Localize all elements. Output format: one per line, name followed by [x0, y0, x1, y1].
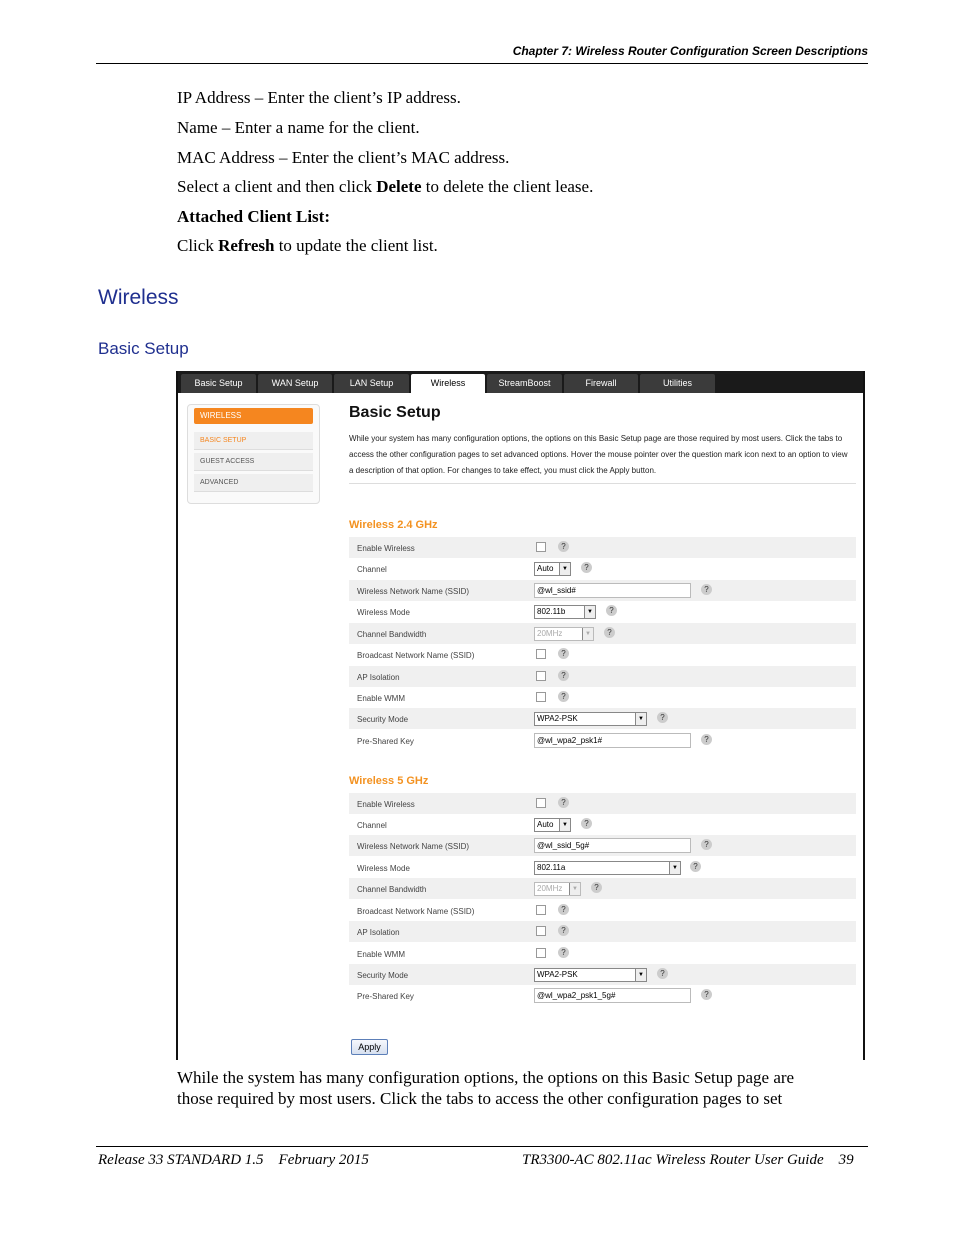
footer-guide-page: TR3300-AC 802.11ac Wireless Router User Guide 39 — [522, 1152, 854, 1168]
chevron-down-icon: ▼ — [559, 819, 570, 831]
subsection-heading-basic-setup: Basic Setup — [98, 339, 189, 358]
chevron-down-icon: ▼ — [569, 883, 580, 895]
section-title-24ghz: Wireless 2.4 GHz — [349, 519, 438, 531]
help-icon[interactable]: ? — [558, 541, 569, 552]
checkbox-5-enable-wireless[interactable] — [536, 798, 546, 808]
row-24-psk: Pre-Shared Key @wl_wpa2_psk1# ? — [349, 730, 856, 751]
row-24-enable-wireless: Enable Wireless ? — [349, 537, 856, 558]
intro-line-1: IP Address – Enter the client’s IP address. — [177, 88, 461, 107]
help-icon[interactable]: ? — [701, 839, 712, 850]
row-5-security: Security Mode WPA2-PSK ▼ ? — [349, 964, 856, 985]
screen-description: While your system has many configuration options, the options on this Basic Setup page are those required by most users. Click the tabs to access the other configuration pages to set advanced options. Hover the mouse pointer over the question mark icon next to an option to view a description of that option. For changes to take effect, you must click the Apply button. — [349, 434, 848, 475]
intro-line-4: Select a client and then click Delete to delete the client lease. — [177, 177, 594, 196]
help-icon[interactable]: ? — [558, 904, 569, 915]
row-5-ssid: Wireless Network Name (SSID) @wl_ssid_5g# ? — [349, 835, 856, 856]
select-24-mode[interactable]: 802.11b ▼ — [534, 605, 596, 619]
tab-bar — [178, 371, 863, 393]
row-5-bandwidth: Channel Bandwidth 20MHz ▼ ? — [349, 878, 856, 899]
tab-utilities[interactable]: Utilities — [640, 374, 715, 393]
row-5-wmm: Enable WMM ? — [349, 943, 856, 964]
row-24-broadcast: Broadcast Network Name (SSID) ? — [349, 644, 856, 665]
chevron-down-icon: ▼ — [635, 713, 646, 725]
chevron-down-icon: ▼ — [669, 862, 680, 874]
select-24-bandwidth[interactable]: 20MHz ▼ — [534, 627, 594, 641]
help-icon[interactable]: ? — [701, 734, 712, 745]
select-24-security[interactable]: WPA2-PSK ▼ — [534, 712, 647, 726]
sidebar-menu — [187, 404, 320, 504]
help-icon[interactable]: ? — [558, 797, 569, 808]
select-5-channel[interactable]: Auto ▼ — [534, 818, 571, 832]
row-24-wmm: Enable WMM ? — [349, 687, 856, 708]
select-24-channel[interactable]: Auto ▼ — [534, 562, 571, 576]
row-5-channel: Channel Auto ▼ ? — [349, 814, 856, 835]
section-heading-wireless: Wireless — [98, 286, 179, 309]
select-5-mode[interactable]: 802.11a ▼ — [534, 861, 681, 875]
sidebar-head[interactable]: WIRELESS — [194, 408, 313, 424]
body-text-line-1: While the system has many configuration options, the options on this Basic Setup page are — [177, 1068, 795, 1087]
tab-wan-setup[interactable]: WAN Setup — [258, 374, 332, 393]
help-icon[interactable]: ? — [690, 861, 701, 872]
sidebar-item-basic-setup[interactable]: BASIC SETUP — [194, 432, 313, 450]
row-24-ssid: Wireless Network Name (SSID) @wl_ssid# ? — [349, 580, 856, 601]
row-5-ap-isolation: AP Isolation ? — [349, 921, 856, 942]
row-5-psk: Pre-Shared Key @wl_wpa2_psk1_5g# ? — [349, 985, 856, 1006]
footer-release: Release 33 STANDARD 1.5 February 2015 — [98, 1152, 369, 1168]
checkbox-5-wmm[interactable] — [536, 948, 546, 958]
input-24-psk[interactable]: @wl_wpa2_psk1# — [534, 733, 691, 748]
help-icon[interactable]: ? — [581, 818, 592, 829]
row-5-enable-wireless: Enable Wireless ? — [349, 793, 856, 814]
apply-button[interactable]: Apply — [351, 1039, 388, 1055]
checkbox-24-broadcast[interactable] — [536, 649, 546, 659]
footer-rule — [96, 1146, 868, 1147]
row-24-bandwidth: Channel Bandwidth 20MHz ▼ ? — [349, 623, 856, 644]
help-icon[interactable]: ? — [558, 947, 569, 958]
checkbox-24-ap-isolation[interactable] — [536, 671, 546, 681]
sidebar-item-advanced[interactable]: ADVANCED — [194, 474, 313, 492]
help-icon[interactable]: ? — [558, 648, 569, 659]
checkbox-24-wmm[interactable] — [536, 692, 546, 702]
checkbox-24-enable-wireless[interactable] — [536, 542, 546, 552]
sidebar-item-guest-access[interactable]: GUEST ACCESS — [194, 453, 313, 471]
help-icon[interactable]: ? — [657, 712, 668, 723]
help-icon[interactable]: ? — [606, 605, 617, 616]
tab-wireless[interactable]: Wireless — [411, 374, 485, 393]
intro-line-3: MAC Address – Enter the client’s MAC address. — [177, 148, 510, 167]
select-5-bandwidth[interactable]: 20MHz ▼ — [534, 882, 581, 896]
help-icon[interactable]: ? — [701, 584, 712, 595]
chapter-label: Chapter 7 — [512, 44, 569, 58]
router-screenshot — [176, 371, 865, 1060]
chevron-down-icon: ▼ — [635, 969, 646, 981]
chevron-down-icon: ▼ — [559, 563, 570, 575]
intro-line-2: Name – Enter a name for the client. — [177, 118, 420, 137]
checkbox-5-broadcast[interactable] — [536, 905, 546, 915]
row-24-channel: Channel Auto ▼ ? — [349, 558, 856, 579]
header-rule — [96, 63, 868, 64]
tab-lan-setup[interactable]: LAN Setup — [334, 374, 409, 393]
select-5-security[interactable]: WPA2-PSK ▼ — [534, 968, 647, 982]
tab-basic-setup[interactable]: Basic Setup — [181, 374, 256, 393]
row-5-broadcast: Broadcast Network Name (SSID) ? — [349, 900, 856, 921]
screen-title: Basic Setup — [349, 404, 441, 421]
chapter-title: : Wireless Router Configuration Screen Descriptions — [568, 44, 868, 58]
help-icon[interactable]: ? — [701, 989, 712, 1000]
intro-line-6: Click Refresh to update the client list. — [177, 236, 438, 255]
input-5-ssid[interactable]: @wl_ssid_5g# — [534, 838, 691, 853]
chevron-down-icon: ▼ — [582, 628, 593, 640]
input-5-psk[interactable]: @wl_wpa2_psk1_5g# — [534, 988, 691, 1003]
help-icon[interactable]: ? — [558, 691, 569, 702]
tab-firewall[interactable]: Firewall — [564, 374, 638, 393]
body-text-line-2: those required by most users. Click the tabs to access the other configuration pages to set — [177, 1089, 783, 1108]
chevron-down-icon: ▼ — [584, 606, 595, 618]
row-24-ap-isolation: AP Isolation ? — [349, 666, 856, 687]
tab-streamboost[interactable]: StreamBoost — [487, 374, 562, 393]
content-rule — [349, 483, 856, 484]
row-5-mode: Wireless Mode 802.11a ▼ ? — [349, 857, 856, 878]
row-24-security: Security Mode WPA2-PSK ▼ ? — [349, 708, 856, 729]
section-title-5ghz: Wireless 5 GHz — [349, 775, 429, 787]
help-icon[interactable]: ? — [581, 562, 592, 573]
row-24-mode: Wireless Mode 802.11b ▼ ? — [349, 601, 856, 622]
help-icon[interactable]: ? — [604, 627, 615, 638]
input-24-ssid[interactable]: @wl_ssid# — [534, 583, 691, 598]
checkbox-5-ap-isolation[interactable] — [536, 926, 546, 936]
intro-line-5: Attached Client List: — [177, 207, 330, 226]
page-header — [96, 44, 868, 58]
help-icon[interactable]: ? — [558, 670, 569, 681]
help-icon[interactable]: ? — [657, 968, 668, 979]
help-icon[interactable]: ? — [558, 925, 569, 936]
help-icon[interactable]: ? — [591, 882, 602, 893]
